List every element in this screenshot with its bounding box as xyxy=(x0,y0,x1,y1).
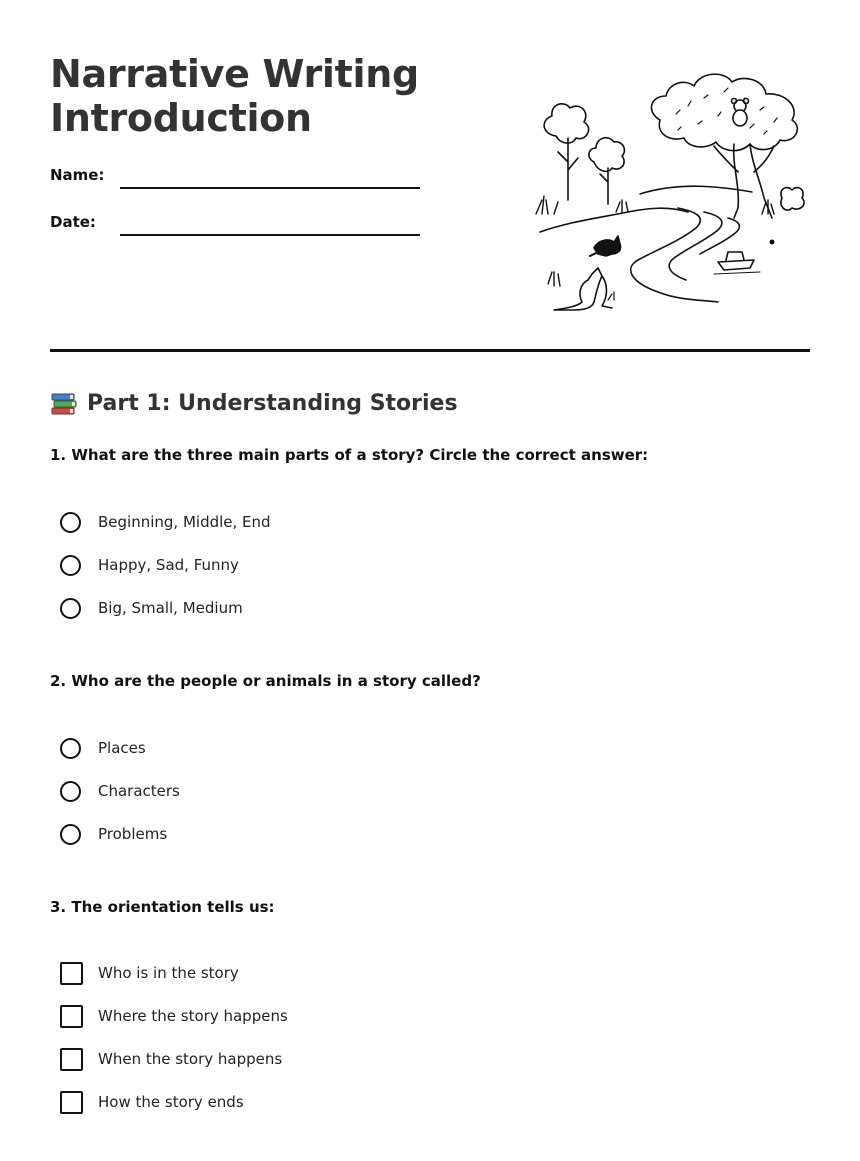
q3-option-4[interactable] xyxy=(60,1089,244,1115)
radio-circle[interactable] xyxy=(60,598,81,619)
title-line-1: Narrative Writing xyxy=(50,52,419,96)
books-icon xyxy=(50,391,78,417)
name-label: Name: xyxy=(50,166,105,184)
title-line-2: Introduction xyxy=(50,96,312,140)
checkbox[interactable] xyxy=(60,962,83,985)
radio-circle[interactable] xyxy=(60,555,81,576)
radio-circle[interactable] xyxy=(60,738,81,759)
q2-option-2[interactable] xyxy=(60,778,180,804)
q3-option-3[interactable] xyxy=(60,1046,282,1072)
radio-circle[interactable] xyxy=(60,781,81,802)
option-label: Problems xyxy=(98,825,168,843)
radio-circle[interactable] xyxy=(60,824,81,845)
checkbox[interactable] xyxy=(60,1005,83,1028)
radio-circle[interactable] xyxy=(60,512,81,533)
worksheet-title xyxy=(50,52,419,140)
option-label: Big, Small, Medium xyxy=(98,599,243,617)
q1-option-1[interactable] xyxy=(60,509,271,535)
option-label: Happy, Sad, Funny xyxy=(98,556,239,574)
section-heading-text: Part 1: Understanding Stories xyxy=(87,391,458,416)
checkbox[interactable] xyxy=(60,1091,83,1114)
q2-option-3[interactable] xyxy=(60,821,167,847)
question-2: 2. Who are the people or animals in a story called? xyxy=(50,672,481,690)
option-label: Characters xyxy=(98,782,180,800)
name-field[interactable] xyxy=(120,187,420,189)
q2-option-1[interactable] xyxy=(60,735,146,761)
date-label: Date: xyxy=(50,213,96,231)
question-1: 1. What are the three main parts of a story? Circle the correct answer: xyxy=(50,446,649,464)
outback-landscape-illustration xyxy=(528,62,812,320)
option-label: Who is in the story xyxy=(98,964,239,982)
option-label: Where the story happens xyxy=(98,1007,288,1025)
option-label: Beginning, Middle, End xyxy=(98,513,271,531)
question-3: 3. The orientation tells us: xyxy=(50,898,275,916)
option-label: Places xyxy=(98,739,146,757)
q3-option-1[interactable] xyxy=(60,960,239,986)
checkbox[interactable] xyxy=(60,1048,83,1071)
q1-option-2[interactable] xyxy=(60,552,239,578)
option-label: How the story ends xyxy=(98,1093,244,1111)
q1-option-3[interactable] xyxy=(60,595,243,621)
header-divider xyxy=(50,349,810,352)
option-label: When the story happens xyxy=(98,1050,283,1068)
section-heading xyxy=(50,388,458,420)
date-field[interactable] xyxy=(120,234,420,236)
q3-option-2[interactable] xyxy=(60,1003,288,1029)
